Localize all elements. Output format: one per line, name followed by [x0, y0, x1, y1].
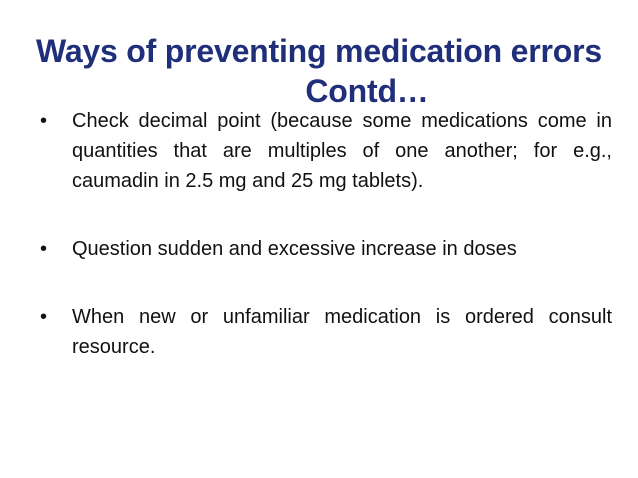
slide-title-line-1: Ways of preventing medication errors [36, 33, 602, 70]
bullet-list [40, 106, 612, 362]
slide-title-line-2: Contd… [305, 73, 429, 110]
bullet-text: Question sudden and excessive increase in doses [72, 238, 517, 260]
bullet-text: Check decimal point (because some medications come in quantities that are multiples of one another; for e.g., caumadin in 2.5 mg and 25 mg tablets). [72, 110, 612, 192]
slide-title [20, 31, 618, 111]
bullet-dot-icon: • [40, 238, 48, 260]
bullet-dot-icon: • [40, 110, 48, 132]
bullet-item-decimal-point [40, 106, 612, 196]
bullet-dot-icon: • [40, 306, 48, 328]
bullet-text: When new or unfamiliar medication is ordered consult resource. [72, 306, 612, 358]
bullet-item-consult-resource [40, 302, 612, 362]
bullet-item-dose-increase [40, 234, 612, 264]
